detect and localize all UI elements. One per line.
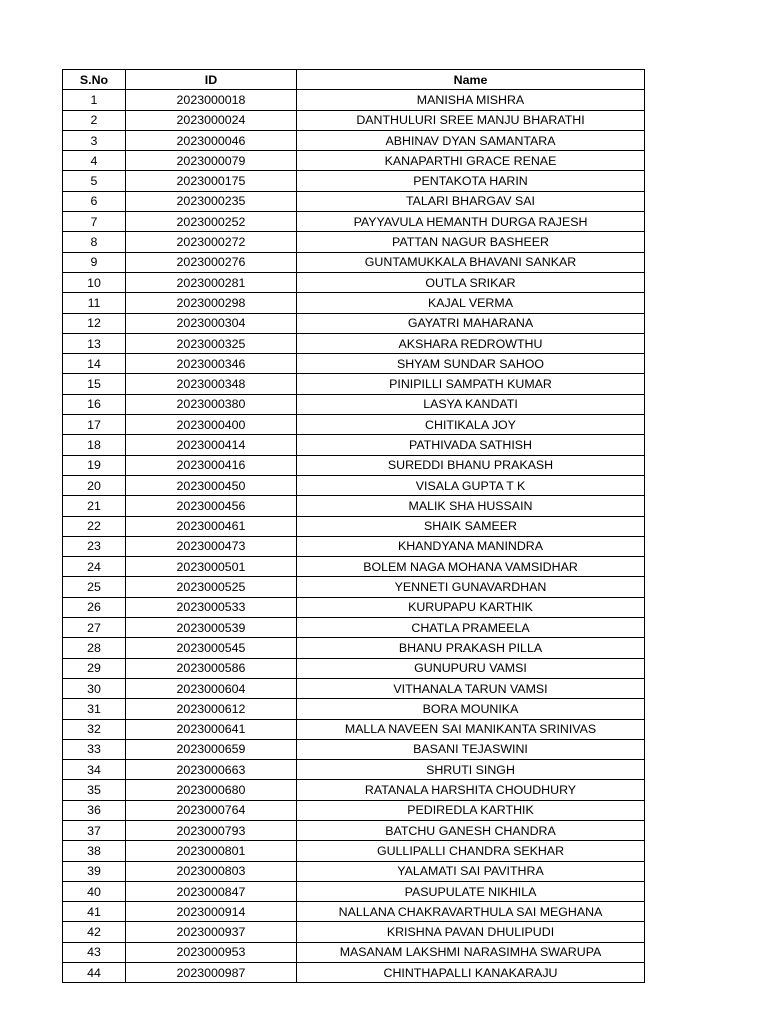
cell-name: GUNTAMUKKALA BHAVANI SANKAR [297,252,645,272]
cell-sno: 36 [63,800,126,820]
cell-name: SHAIK SAMEER [297,516,645,536]
cell-name: VITHANALA TARUN VAMSI [297,678,645,698]
cell-sno: 22 [63,516,126,536]
table-row [63,415,645,435]
cell-id: 2023000346 [126,354,297,374]
cell-sno: 4 [63,151,126,171]
cell-id: 2023000235 [126,191,297,211]
cell-name: DANTHULURI SREE MANJU BHARATHI [297,110,645,130]
table-row [63,394,645,414]
cell-name: BATCHU GANESH CHANDRA [297,820,645,840]
cell-name: KANAPARTHI GRACE RENAE [297,151,645,171]
cell-sno: 11 [63,293,126,313]
cell-id: 2023000450 [126,475,297,495]
table-row [63,963,645,983]
cell-name: MALIK SHA HUSSAIN [297,496,645,516]
column-header-name: Name [297,70,645,90]
cell-sno: 10 [63,272,126,292]
cell-id: 2023000953 [126,942,297,962]
cell-sno: 34 [63,760,126,780]
cell-id: 2023000298 [126,293,297,313]
cell-sno: 38 [63,841,126,861]
table-row [63,496,645,516]
table-row [63,861,645,881]
table-row [63,151,645,171]
cell-name: AKSHARA REDROWTHU [297,333,645,353]
cell-id: 2023000079 [126,151,297,171]
table-row [63,90,645,110]
table-row [63,658,645,678]
cell-id: 2023000348 [126,374,297,394]
table-row [63,577,645,597]
cell-name: KRISHNA PAVAN DHULIPUDI [297,922,645,942]
cell-id: 2023000024 [126,110,297,130]
cell-name: GULLIPALLI CHANDRA SEKHAR [297,841,645,861]
cell-name: GAYATRI MAHARANA [297,313,645,333]
cell-sno: 24 [63,557,126,577]
cell-sno: 43 [63,942,126,962]
table-row [63,293,645,313]
cell-name: SUREDDI BHANU PRAKASH [297,455,645,475]
cell-id: 2023000325 [126,333,297,353]
cell-name: PAYYAVULA HEMANTH DURGA RAJESH [297,212,645,232]
cell-sno: 5 [63,171,126,191]
table-row [63,638,645,658]
cell-id: 2023000847 [126,881,297,901]
cell-id: 2023000276 [126,252,297,272]
cell-name: KHANDYANA MANINDRA [297,536,645,556]
cell-id: 2023000473 [126,536,297,556]
cell-sno: 18 [63,435,126,455]
cell-sno: 13 [63,333,126,353]
cell-id: 2023000501 [126,557,297,577]
cell-id: 2023000612 [126,699,297,719]
cell-id: 2023000525 [126,577,297,597]
cell-sno: 28 [63,638,126,658]
table-row [63,252,645,272]
cell-sno: 15 [63,374,126,394]
cell-sno: 7 [63,212,126,232]
table-header-row [63,70,645,90]
cell-id: 2023000764 [126,800,297,820]
cell-sno: 41 [63,902,126,922]
cell-sno: 3 [63,130,126,150]
table-row [63,191,645,211]
cell-id: 2023000793 [126,820,297,840]
table-row [63,374,645,394]
cell-sno: 21 [63,496,126,516]
cell-sno: 9 [63,252,126,272]
table-row [63,800,645,820]
cell-name: ABHINAV DYAN SAMANTARA [297,130,645,150]
table-row [63,922,645,942]
cell-name: OUTLA SRIKAR [297,272,645,292]
table-row [63,435,645,455]
cell-sno: 44 [63,963,126,983]
cell-id: 2023000533 [126,597,297,617]
column-header-sno: S.No [63,70,126,90]
cell-name: PINIPILLI SAMPATH KUMAR [297,374,645,394]
cell-sno: 26 [63,597,126,617]
cell-name: BHANU PRAKASH PILLA [297,638,645,658]
table-row [63,455,645,475]
cell-id: 2023000175 [126,171,297,191]
cell-name: RATANALA HARSHITA CHOUDHURY [297,780,645,800]
cell-id: 2023000380 [126,394,297,414]
table-row [63,881,645,901]
cell-sno: 37 [63,820,126,840]
table-row [63,780,645,800]
cell-sno: 8 [63,232,126,252]
cell-sno: 33 [63,739,126,759]
cell-id: 2023000987 [126,963,297,983]
table-row [63,841,645,861]
cell-id: 2023000272 [126,232,297,252]
table-row [63,536,645,556]
cell-sno: 23 [63,536,126,556]
cell-name: KURUPAPU KARTHIK [297,597,645,617]
cell-name: SHRUTI SINGH [297,760,645,780]
cell-sno: 39 [63,861,126,881]
table-row [63,820,645,840]
table-row [63,354,645,374]
cell-sno: 27 [63,618,126,638]
cell-name: SHYAM SUNDAR SAHOO [297,354,645,374]
cell-name: LASYA KANDATI [297,394,645,414]
cell-name: MASANAM LAKSHMI NARASIMHA SWARUPA [297,942,645,962]
cell-name: PASUPULATE NIKHILA [297,881,645,901]
table-row [63,171,645,191]
cell-id: 2023000641 [126,719,297,739]
table-row [63,130,645,150]
cell-name: CHITIKALA JOY [297,415,645,435]
cell-name: BOLEM NAGA MOHANA VAMSIDHAR [297,557,645,577]
cell-id: 2023000046 [126,130,297,150]
cell-sno: 42 [63,922,126,942]
table-row [63,110,645,130]
cell-name: NALLANA CHAKRAVARTHULA SAI MEGHANA [297,902,645,922]
cell-name: MALLA NAVEEN SAI MANIKANTA SRINIVAS [297,719,645,739]
cell-sno: 25 [63,577,126,597]
cell-id: 2023000400 [126,415,297,435]
cell-id: 2023000545 [126,638,297,658]
cell-sno: 2 [63,110,126,130]
cell-name: MANISHA MISHRA [297,90,645,110]
cell-sno: 31 [63,699,126,719]
table-row [63,475,645,495]
student-list-sheet [62,69,644,983]
cell-id: 2023000604 [126,678,297,698]
table-row [63,942,645,962]
cell-sno: 30 [63,678,126,698]
table-row [63,902,645,922]
cell-id: 2023000281 [126,272,297,292]
cell-name: CHINTHAPALLI KANAKARAJU [297,963,645,983]
cell-sno: 19 [63,455,126,475]
table-row [63,333,645,353]
cell-name: PEDIREDLA KARTHIK [297,800,645,820]
cell-id: 2023000304 [126,313,297,333]
cell-sno: 17 [63,415,126,435]
table-row [63,232,645,252]
table-row [63,212,645,232]
cell-id: 2023000461 [126,516,297,536]
cell-id: 2023000539 [126,618,297,638]
table-row [63,618,645,638]
cell-sno: 16 [63,394,126,414]
column-header-id: ID [126,70,297,90]
cell-id: 2023000937 [126,922,297,942]
table-row [63,739,645,759]
cell-id: 2023000659 [126,739,297,759]
cell-name: TALARI BHARGAV SAI [297,191,645,211]
cell-name: YENNETI GUNAVARDHAN [297,577,645,597]
cell-sno: 40 [63,881,126,901]
table-row [63,699,645,719]
cell-name: PATTAN NAGUR BASHEER [297,232,645,252]
cell-id: 2023000414 [126,435,297,455]
cell-sno: 1 [63,90,126,110]
table-row [63,597,645,617]
table-row [63,272,645,292]
cell-sno: 20 [63,475,126,495]
cell-id: 2023000018 [126,90,297,110]
cell-id: 2023000252 [126,212,297,232]
cell-sno: 29 [63,658,126,678]
table-row [63,719,645,739]
table-row [63,678,645,698]
cell-id: 2023000803 [126,861,297,881]
cell-id: 2023000663 [126,760,297,780]
cell-sno: 14 [63,354,126,374]
table-row [63,760,645,780]
table-body [63,90,645,983]
cell-name: BASANI TEJASWINI [297,739,645,759]
cell-name: BORA MOUNIKA [297,699,645,719]
cell-id: 2023000801 [126,841,297,861]
cell-name: GUNUPURU VAMSI [297,658,645,678]
cell-name: CHATLA PRAMEELA [297,618,645,638]
cell-sno: 12 [63,313,126,333]
cell-name: PENTAKOTA HARIN [297,171,645,191]
table-row [63,516,645,536]
cell-id: 2023000914 [126,902,297,922]
table-row [63,557,645,577]
cell-id: 2023000680 [126,780,297,800]
cell-name: KAJAL VERMA [297,293,645,313]
cell-name: VISALA GUPTA T K [297,475,645,495]
cell-sno: 32 [63,719,126,739]
cell-id: 2023000416 [126,455,297,475]
student-table [62,69,645,983]
cell-id: 2023000456 [126,496,297,516]
cell-sno: 6 [63,191,126,211]
cell-sno: 35 [63,780,126,800]
cell-id: 2023000586 [126,658,297,678]
table-row [63,313,645,333]
cell-name: YALAMATI SAI PAVITHRA [297,861,645,881]
cell-name: PATHIVADA SATHISH [297,435,645,455]
